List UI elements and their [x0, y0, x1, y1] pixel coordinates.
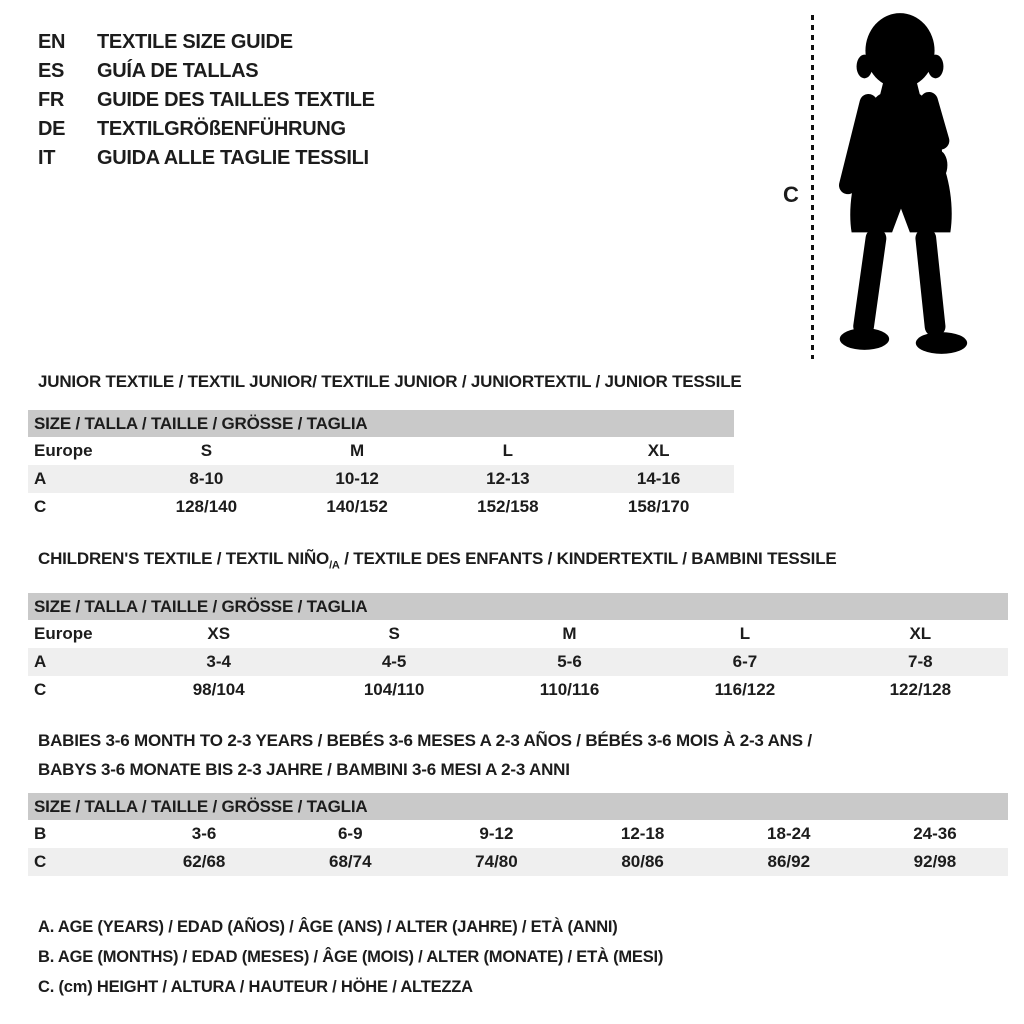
babies-section-title — [38, 726, 812, 784]
size-cell: S — [200, 441, 213, 460]
language-row — [38, 28, 375, 57]
height-cell: 92/98 — [913, 852, 957, 871]
age-cell: 5-6 — [557, 652, 582, 671]
age-cell: 3-6 — [191, 824, 217, 843]
age-cell: 9-12 — [479, 824, 514, 843]
height-cell: 110/116 — [539, 680, 600, 699]
babies-title-line: BABIES 3-6 MONTH TO 2-3 YEARS / BEBÉS 3-6 MESES A 2-3 AÑOS / BÉBÉS 3-6 MOIS À 2-3 ANS / — [38, 731, 812, 750]
language-code: DE — [38, 118, 66, 140]
language-title: TEXTILE SIZE GUIDE — [97, 31, 293, 53]
language-row — [38, 115, 375, 144]
babies-title-line: BABYS 3-6 MONATE BIS 2-3 JAHRE / BAMBINI 3-6 MESI A 2-3 ANNI — [38, 760, 570, 779]
age-cell: 3-4 — [206, 652, 231, 671]
height-cell: 152/158 — [477, 497, 539, 516]
height-cell: 128/140 — [175, 497, 238, 516]
toddler-silhouette-icon — [821, 8, 979, 358]
junior-size-table — [28, 410, 734, 521]
age-cell: 18-24 — [767, 824, 811, 843]
size-header-band: SIZE / TALLA / TAILLE / GRÖSSE / TAGLIA — [28, 593, 1008, 620]
height-cell: 68/74 — [328, 852, 372, 871]
size-cell: XS — [207, 624, 231, 643]
language-title: TEXTILGRÖßENFÜHRUNG — [97, 118, 346, 140]
age-cell: 14-16 — [636, 469, 681, 488]
table-row-age — [28, 648, 1008, 676]
age-cell: 6-9 — [337, 824, 363, 843]
language-row — [38, 86, 375, 115]
age-cell: 8-10 — [189, 469, 224, 488]
height-cell: 116/122 — [714, 680, 776, 699]
table-row-height — [28, 676, 1008, 704]
table-row-height — [28, 493, 734, 521]
size-header-band: SIZE / TALLA / TAILLE / GRÖSSE / TAGLIA — [28, 793, 1008, 820]
height-cell: 86/92 — [767, 852, 811, 871]
children-size-table — [28, 593, 1008, 704]
row-label: Europe — [34, 441, 93, 460]
language-row — [38, 144, 375, 173]
table-body — [28, 620, 1008, 704]
language-code: EN — [38, 31, 66, 53]
row-label: C — [34, 497, 47, 516]
age-cell: 6-7 — [732, 652, 758, 671]
measurement-legend — [38, 912, 663, 1002]
height-cell: 80/86 — [621, 852, 664, 871]
height-cell: 104/110 — [363, 680, 425, 699]
row-label: A — [34, 652, 47, 671]
height-measure-figure — [775, 6, 990, 364]
age-cell: 12-18 — [620, 824, 665, 843]
age-cell: 4-5 — [381, 652, 407, 671]
language-title: GUIDA ALLE TAGLIE TESSILI — [97, 147, 369, 169]
height-cell: 98/104 — [192, 680, 245, 699]
babies-size-table — [28, 793, 1008, 876]
legend-line-c: C. (cm) HEIGHT / ALTURA / HAUTEUR / HÖHE / ALTEZZA — [38, 978, 473, 996]
children-title-pre: CHILDREN'S TEXTILE / TEXTIL NIÑO — [38, 549, 330, 568]
size-header-band: SIZE / TALLA / TAILLE / GRÖSSE / TAGLIA — [28, 410, 734, 437]
language-code: FR — [38, 89, 65, 111]
children-section-title — [38, 549, 837, 571]
height-cell: 158/170 — [627, 497, 690, 516]
row-label: Europe — [34, 624, 93, 643]
language-row — [38, 57, 375, 86]
size-cell: S — [388, 624, 400, 643]
row-label: A — [34, 469, 47, 488]
table-row-height — [28, 848, 1008, 876]
row-label: C — [34, 680, 47, 699]
height-cell: 140/152 — [326, 497, 388, 516]
height-cell: 122/128 — [889, 680, 952, 699]
table-row-age-months — [28, 820, 1008, 848]
language-code: IT — [38, 147, 56, 169]
language-code: ES — [38, 60, 65, 82]
row-label: C — [34, 852, 47, 871]
junior-section-title — [38, 372, 742, 392]
age-cell: 12-13 — [486, 469, 530, 488]
junior-title-text: JUNIOR TEXTILE / TEXTIL JUNIOR/ TEXTILE JUNIOR / JUNIORTEXTIL / JUNIOR TESSILE — [38, 372, 742, 391]
age-cell: 10-12 — [335, 469, 379, 488]
size-cell: M — [350, 441, 365, 460]
children-title-sub: /A — [329, 559, 340, 572]
table-row-europe — [28, 620, 1008, 648]
language-title-list — [38, 28, 375, 173]
age-cell: 7-8 — [908, 652, 933, 671]
height-dotted-line — [811, 15, 814, 359]
age-cell: 24-36 — [913, 824, 957, 843]
language-title: GUÍA DE TALLAS — [97, 60, 259, 82]
size-cell: XL — [909, 624, 932, 643]
legend-line-a: A. AGE (YEARS) / EDAD (AÑOS) / ÂGE (ANS) / ALTER (JAHRE) / ETÀ (ANNI) — [38, 918, 618, 936]
legend-line-b: B. AGE (MONTHS) / EDAD (MESES) / ÂGE (MOIS) / ALTER (MONATE) / ETÀ (MESI) — [38, 948, 664, 966]
children-title-post: / TEXTILE DES ENFANTS / KINDERTEXTIL / BAMBINI TESSILE — [339, 549, 837, 568]
table-body — [28, 820, 1008, 876]
size-cell: L — [739, 624, 751, 643]
table-row-age — [28, 465, 734, 493]
table-body — [28, 437, 734, 521]
row-label: B — [34, 824, 47, 843]
size-cell: M — [562, 624, 577, 643]
language-title: GUIDE DES TAILLES TEXTILE — [97, 89, 375, 111]
size-cell: XL — [647, 441, 670, 460]
height-cell: 74/80 — [475, 852, 518, 871]
size-cell: L — [502, 441, 514, 460]
height-cell: 62/68 — [182, 852, 226, 871]
table-row-europe — [28, 437, 734, 465]
height-dimension-label: C — [783, 182, 799, 207]
